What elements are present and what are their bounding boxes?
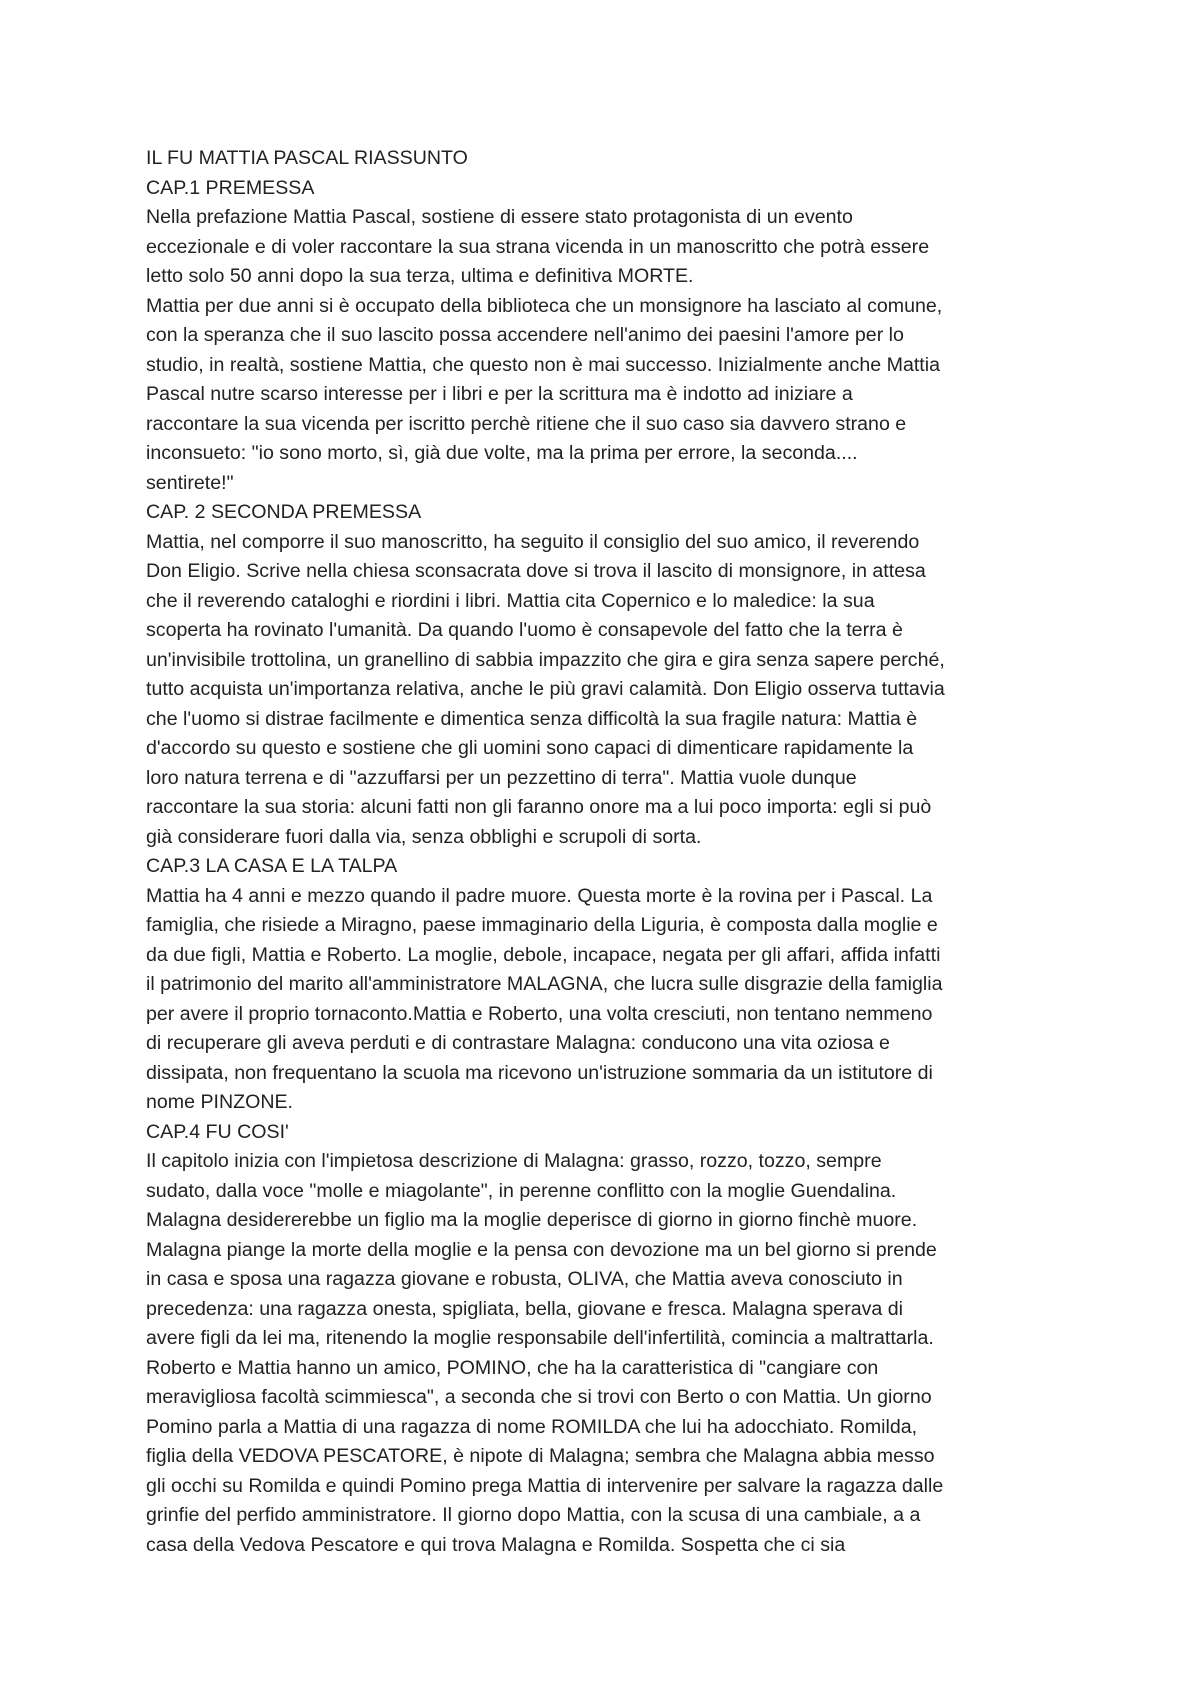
text-line: che l'uomo si distrae facilmente e dimentica senza difficoltà la sua fragile natura: Mattia è (146, 707, 918, 730)
text-line: Roberto e Mattia hanno un amico, POMINO, che ha la caratteristica di "cangiare con (146, 1356, 879, 1379)
chapter-section (146, 174, 1076, 499)
chapter-heading: CAP. 2 SECONDA PREMESSA (146, 501, 422, 523)
text-line: grinfie del perfido amministratore. Il giorno dopo Mattia, con la scusa di una cambiale, a a (146, 1504, 921, 1526)
text-line: Pomino parla a Mattia di una ragazza di nome ROMILDA che lui ha adocchiato. Romilda, (146, 1415, 918, 1438)
chapter-heading: CAP.3 LA CASA E LA TALPA (146, 855, 398, 877)
text-line: da due figli, Mattia e Roberto. La moglie, debole, incapace, negata per gli affari, affida infatti (146, 943, 941, 966)
text-line: loro natura terrena e di "azzuffarsi per un pezzettino di terra". Mattia vuole dunque (146, 766, 857, 789)
text-line: Malagna desidererebbe un figlio ma la moglie deperisce di giorno in giorno finchè muore. (146, 1209, 918, 1231)
text-line: raccontare la sua storia: alcuni fatti non gli faranno onore ma a lui poco importa: egli si può (146, 796, 932, 818)
text-line: nome PINZONE. (146, 1091, 293, 1113)
document-body (146, 144, 1076, 1560)
text-line: con la speranza che il suo lascito possa accendere nell'animo dei paesini l'amore per lo (146, 324, 904, 346)
text-line: in casa e sposa una ragazza giovane e robusta, OLIVA, che Mattia aveva conosciuto in (146, 1268, 903, 1290)
text-line: meravigliosa facoltà scimmiesca", a seconda che si trovi con Berto o con Mattia. Un giorno (146, 1386, 932, 1408)
text-line: Malagna piange la morte della moglie e la pensa con devozione ma un bel giorno si prende (146, 1238, 937, 1261)
text-line: il patrimonio del marito all'amministratore MALAGNA, che lucra sulle disgrazie della famiglia (146, 973, 943, 995)
text-line: Nella prefazione Mattia Pascal, sostiene di essere stato protagonista di un evento (146, 206, 853, 228)
chapter-section (146, 852, 1076, 1118)
chapter-heading: CAP.4 FU COSI' (146, 1120, 289, 1143)
text-line: famiglia, che risiede a Miragno, paese immaginario della Liguria, è composta dalla moglie e (146, 914, 938, 936)
text-line: un'invisibile trottolina, un granellino di sabbia impazzito che gira e gira senza sapere perché, (146, 648, 945, 671)
text-line: già considerare fuori dalla via, senza obblighi e scrupoli di sorta. (146, 825, 702, 848)
text-line: studio, in realtà, sostiene Mattia, che questo non è mai successo. Inizialmente anche Mattia (146, 353, 940, 376)
text-line: Mattia, nel comporre il suo manoscritto, ha seguito il consiglio del suo amico, il reverendo (146, 530, 920, 553)
text-line: scoperta ha rovinato l'umanità. Da quando l'uomo è consapevole del fatto che la terra è (146, 619, 903, 641)
text-line: avere figli da lei ma, ritenendo la moglie responsabile dell'infertilità, comincia a maltrattarla. (146, 1327, 934, 1349)
chapter-section (146, 498, 1076, 852)
document-title: IL FU MATTIA PASCAL RIASSUNTO (146, 147, 468, 169)
text-line: tutto acquista un'importanza relativa, anche le più gravi calamità. Don Eligio osserva tuttavia (146, 678, 945, 700)
text-line: sentirete!" (146, 471, 234, 494)
text-line: di recuperare gli aveva perduti e di contrastare Malagna: conducono una vita oziosa e (146, 1032, 890, 1054)
text-line: eccezionale e di voler raccontare la sua strana vicenda in un manoscritto che potrà essere (146, 235, 930, 258)
text-line: che il reverendo cataloghi e riordini i libri. Mattia cita Copernico e lo maledice: la sua (146, 589, 875, 612)
text-line: d'accordo su questo e sostiene che gli uomini sono capaci di dimenticare rapidamente la (146, 737, 914, 759)
text-line: figlia della VEDOVA PESCATORE, è nipote di Malagna; sembra che Malagna abbia messo (146, 1445, 935, 1467)
text-line: per avere il proprio tornaconto.Mattia e Roberto, una volta cresciuti, non tentano nemmeno (146, 1002, 933, 1025)
text-line: Il capitolo inizia con l'impietosa descrizione di Malagna: grasso, rozzo, tozzo, sempre (146, 1150, 882, 1172)
text-line: Mattia ha 4 anni e mezzo quando il padre muore. Questa morte è la rovina per i Pascal. La (146, 884, 933, 907)
text-line: letto solo 50 anni dopo la sua terza, ultima e definitiva MORTE. (146, 265, 694, 287)
text-line: casa della Vedova Pescatore e qui trova Malagna e Romilda. Sospetta che ci sia (146, 1533, 846, 1556)
text-line: gli occhi su Romilda e quindi Pomino prega Mattia di intervenire per salvare la ragazza dalle (146, 1474, 944, 1497)
text-line: raccontare la sua vicenda per iscritto perchè ritiene che il suo caso sia davvero strano e (146, 412, 907, 435)
text-line: Mattia per due anni si è occupato della biblioteca che un monsignore ha lasciato al comune, (146, 294, 943, 317)
text-line: dissipata, non frequentano la scuola ma ricevono un'istruzione sommaria da un istitutore di (146, 1061, 933, 1084)
chapter-heading: CAP.1 PREMESSA (146, 176, 315, 199)
chapter-section (146, 1118, 1076, 1561)
text-line: inconsueto: "io sono morto, sì, già due volte, ma la prima per errore, la seconda.... (146, 442, 858, 464)
text-line: sudato, dalla voce "molle e miagolante", in perenne conflitto con la moglie Guendalina. (146, 1179, 897, 1202)
text-line: Don Eligio. Scrive nella chiesa sconsacrata dove si trova il lascito di monsignore, in attesa (146, 560, 926, 582)
text-line: Pascal nutre scarso interesse per i libri e per la scrittura ma è indotto ad iniziare a (146, 383, 853, 405)
text-line: precedenza: una ragazza onesta, spigliata, bella, giovane e fresca. Malagna sperava di (146, 1297, 904, 1320)
